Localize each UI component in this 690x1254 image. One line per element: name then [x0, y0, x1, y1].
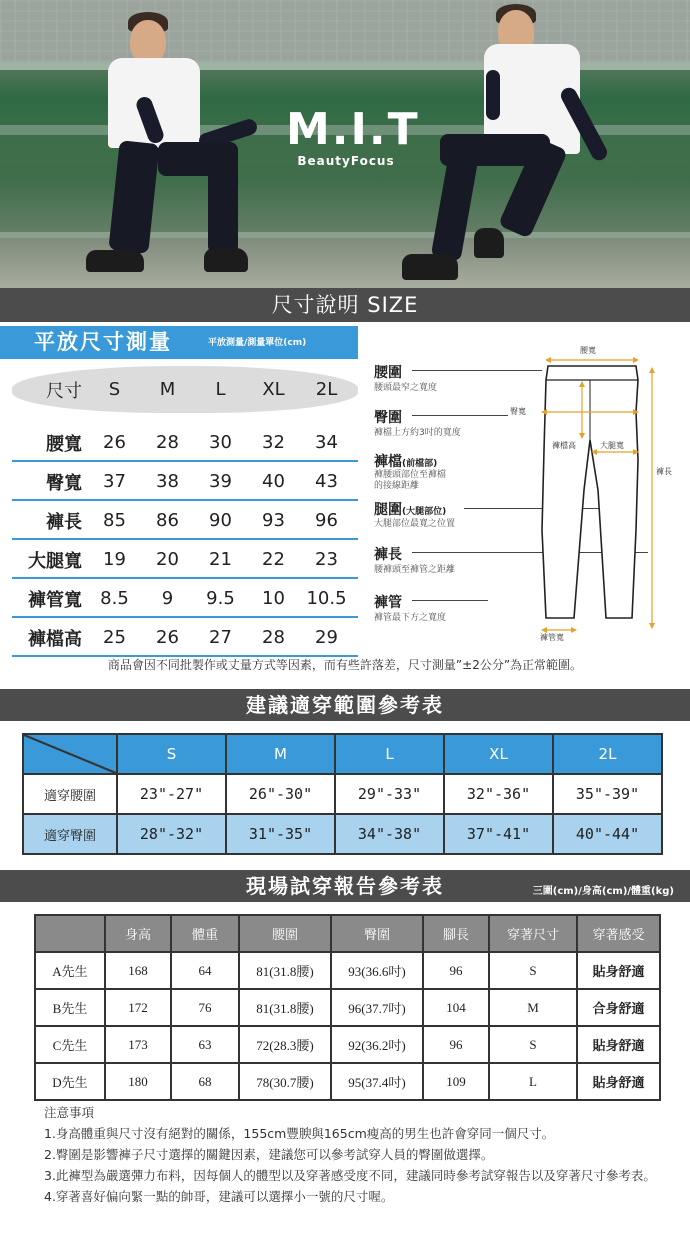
size-cell: 10.5	[306, 588, 347, 609]
size-cell: 86	[156, 510, 179, 531]
label-hip: 臀圍	[374, 410, 402, 426]
fit-cell: 109	[423, 1063, 489, 1100]
size-row	[12, 540, 358, 579]
fit-cell: 貼身舒適	[577, 1063, 660, 1100]
size-cell: 28	[156, 432, 179, 453]
size-header-label: 尺寸	[46, 380, 82, 402]
desc-length: 腰褲頭至褲管之距離	[374, 565, 456, 575]
label-length: 褲長	[374, 547, 402, 563]
size-row-label: 大腿寬	[28, 550, 82, 572]
recommend-cell: 28"-32"	[117, 814, 226, 854]
fit-row	[35, 1063, 660, 1100]
recommend-cell: 35"-39"	[553, 774, 662, 814]
recommend-cell: 31"-35"	[226, 814, 335, 854]
size-row-label: 腰寬	[46, 433, 82, 455]
fit-cell: 173	[105, 1026, 171, 1063]
recommend-size-cell: M	[226, 734, 335, 774]
fit-row	[35, 1026, 660, 1063]
desc-crotch-1: 褲腰頭部位至褲檔	[374, 470, 447, 480]
size-cell: 43	[315, 471, 338, 492]
flat-measure-title: 平放尺寸測量	[34, 330, 172, 354]
label-crotch-small: (前檔部)	[402, 459, 438, 469]
fit-header-cell	[35, 915, 105, 952]
size-cell: 38	[156, 471, 179, 492]
tag-hem: 褲管寬	[540, 633, 564, 642]
note-item: 4.穿著喜好偏向緊一點的帥哥，建議可以選擇小一號的尺寸喔。	[44, 1189, 394, 1204]
brand-sub: BeautyFocus	[297, 154, 395, 168]
size-row-label: 褲檔高	[28, 628, 82, 650]
size-cell: 30	[209, 432, 232, 453]
size-header-cell: XL	[262, 379, 285, 400]
label-crotch-name: 褲檔	[374, 454, 402, 470]
fit-header-cell: 臀圍	[331, 915, 423, 952]
desc-crotch-2: 的接線距離	[374, 481, 420, 491]
fit-header-cell: 體重	[171, 915, 239, 952]
fit-cell: 93(36.6吋)	[331, 952, 423, 989]
size-cell: 39	[209, 471, 232, 492]
desc-thigh: 大腿部位最寬之位置	[374, 519, 456, 529]
size-cell: 26	[156, 627, 179, 648]
size-cell: 96	[315, 510, 338, 531]
size-cell: 21	[209, 549, 232, 570]
fit-cell: 81(31.8腰)	[239, 952, 331, 989]
fit-cell: 貼身舒適	[577, 1026, 660, 1063]
recommend-header: 建議適穿範圍參考表	[0, 689, 690, 721]
tag-thigh: 大腿寬	[600, 441, 624, 450]
recommend-row	[23, 814, 662, 854]
fit-row	[35, 952, 660, 989]
size-cell: 37	[103, 471, 126, 492]
size-cell: 10	[262, 588, 285, 609]
fit-cell: 96(37.7吋)	[331, 989, 423, 1026]
size-header-cell: M	[159, 379, 176, 400]
notes	[44, 1102, 684, 1207]
fit-cell: 貼身舒適	[577, 952, 660, 989]
size-cell: 40	[262, 471, 285, 492]
desc-waist: 腰頭最窄之寬度	[374, 383, 438, 393]
fit-cell: 95(37.4吋)	[331, 1063, 423, 1100]
size-cell: 27	[209, 627, 232, 648]
size-cell: 32	[262, 432, 285, 453]
notes-title: 注意事項	[44, 1105, 95, 1120]
size-cell: 23	[315, 549, 338, 570]
fit-cell: 64	[171, 952, 239, 989]
size-row	[12, 618, 358, 657]
recommend-cell: 29"-33"	[335, 774, 444, 814]
size-row-label: 臀寬	[46, 472, 82, 494]
fit-header-row	[35, 915, 660, 952]
recommend-cell: 26"-30"	[226, 774, 335, 814]
size-section-header: 尺寸說明 SIZE	[0, 288, 690, 322]
fit-cell: S	[489, 952, 577, 989]
fit-report-table	[34, 914, 661, 1101]
fit-cell: S	[489, 1026, 577, 1063]
size-cell: 19	[103, 549, 126, 570]
recommend-size-cell: S	[117, 734, 226, 774]
recommend-cell: 32"-36"	[444, 774, 553, 814]
recommend-row	[23, 774, 662, 814]
model-left	[80, 8, 280, 288]
size-cell: 8.5	[100, 588, 129, 609]
diagonal-corner-cell	[23, 734, 117, 774]
fit-report-subtitle: 三圍(cm)/身高(cm)/體重(kg)	[532, 886, 674, 897]
fit-cell: 68	[171, 1063, 239, 1100]
recommend-size-cell: 2L	[553, 734, 662, 774]
tag-hip: 臀寬	[510, 407, 526, 416]
size-row	[12, 579, 358, 618]
brand-logo	[286, 104, 420, 168]
size-cell: 9	[161, 588, 174, 609]
fit-cell: B先生	[35, 989, 105, 1026]
size-row	[12, 423, 358, 462]
size-header-cell: L	[215, 379, 226, 400]
label-thigh-name: 腿圍	[374, 502, 402, 518]
recommend-size-cell: XL	[444, 734, 553, 774]
recommend-header-row	[23, 734, 662, 774]
size-row	[12, 462, 358, 501]
size-header-row	[12, 366, 358, 413]
fit-cell: A先生	[35, 952, 105, 989]
recommend-row-label: 適穿腰圍	[23, 774, 117, 814]
fit-cell: 104	[423, 989, 489, 1026]
recommend-size-cell: L	[335, 734, 444, 774]
fit-cell: 合身舒適	[577, 989, 660, 1026]
tag-crotch: 褲檔高	[552, 441, 576, 450]
recommend-cell: 23"-27"	[117, 774, 226, 814]
fit-cell: 78(30.7腰)	[239, 1063, 331, 1100]
fit-header-cell: 腳長	[423, 915, 489, 952]
size-row-label: 褲長	[46, 511, 82, 533]
note-item: 1.身高體重與尺寸沒有絕對的關係，155cm豐腴與165cm瘦高的男生也許會穿同一個尺寸。	[44, 1126, 555, 1141]
size-table	[12, 366, 358, 657]
fit-cell: 72(28.3腰)	[239, 1026, 331, 1063]
size-cell: 28	[262, 627, 285, 648]
fit-cell: C先生	[35, 1026, 105, 1063]
size-cell: 9.5	[206, 588, 235, 609]
recommend-row-label: 適穿臀圍	[23, 814, 117, 854]
fit-cell: 96	[423, 952, 489, 989]
fit-header-cell: 腰圍	[239, 915, 331, 952]
size-cell: 25	[103, 627, 126, 648]
size-header-cell: 2L	[315, 379, 338, 400]
fit-cell: 81(31.8腰)	[239, 989, 331, 1026]
fit-header-cell: 身高	[105, 915, 171, 952]
desc-hip: 褲檔上方約3吋的寬度	[374, 428, 461, 438]
size-cell: 85	[103, 510, 126, 531]
recommend-cell: 34"-38"	[335, 814, 444, 854]
size-cell: 34	[315, 432, 338, 453]
size-cell: 90	[209, 510, 232, 531]
fit-cell: 63	[171, 1026, 239, 1063]
label-thigh-small: (大腿部位)	[402, 507, 447, 517]
size-row-label: 褲管寬	[28, 589, 82, 611]
recommend-cell: 40"-44"	[553, 814, 662, 854]
fit-cell: 96	[423, 1026, 489, 1063]
size-header-cell: S	[108, 379, 121, 400]
leader-line	[412, 600, 488, 601]
fit-cell: 92(36.2吋)	[331, 1026, 423, 1063]
label-waist: 腰圍	[374, 365, 402, 381]
tolerance-note: 商品會因不同批製作或丈量方式等因素，而有些許落差，尺寸測量”±2公分”為正常範圍。	[107, 658, 583, 672]
size-cell: 20	[156, 549, 179, 570]
flat-measure-header	[0, 326, 358, 359]
pants-diagram	[486, 340, 682, 646]
brand-mark: M.I.T	[286, 104, 420, 155]
hero-photo	[0, 0, 690, 288]
fit-cell: 76	[171, 989, 239, 1026]
tag-waist: 腰寬	[580, 346, 596, 355]
model-right	[400, 0, 660, 288]
size-cell: 93	[262, 510, 285, 531]
tag-length: 褲長	[656, 467, 672, 476]
size-cell: 22	[262, 549, 285, 570]
size-cell: 26	[103, 432, 126, 453]
desc-hem: 褲管最下方之寬度	[374, 613, 447, 623]
note-item: 2.臀圍是影響褲子尺寸選擇的關鍵因素，建議您可以參考試穿人員的臀圍做選擇。	[44, 1147, 494, 1162]
note-item: 3.此褲型為嚴選彈力布料，因每個人的體型以及穿著感受度不同，建議同時參考試穿報告以及穿著尺寸參考表。	[44, 1168, 656, 1183]
fit-cell: M	[489, 989, 577, 1026]
label-hem: 褲管	[374, 595, 402, 611]
recommend-table	[22, 733, 663, 855]
size-cell: 29	[315, 627, 338, 648]
recommend-cell: 37"-41"	[444, 814, 553, 854]
fit-cell: D先生	[35, 1063, 105, 1100]
fit-cell: 180	[105, 1063, 171, 1100]
flat-measure-subtitle: 平放測量/測量單位(cm)	[208, 338, 307, 348]
fit-header-cell: 穿著感受	[577, 915, 660, 952]
fit-cell: L	[489, 1063, 577, 1100]
fit-row	[35, 989, 660, 1026]
fit-report-header: 現場試穿報告參考表	[0, 870, 690, 902]
fit-header-cell: 穿著尺寸	[489, 915, 577, 952]
fit-cell: 172	[105, 989, 171, 1026]
fit-cell: 168	[105, 952, 171, 989]
size-row	[12, 501, 358, 540]
